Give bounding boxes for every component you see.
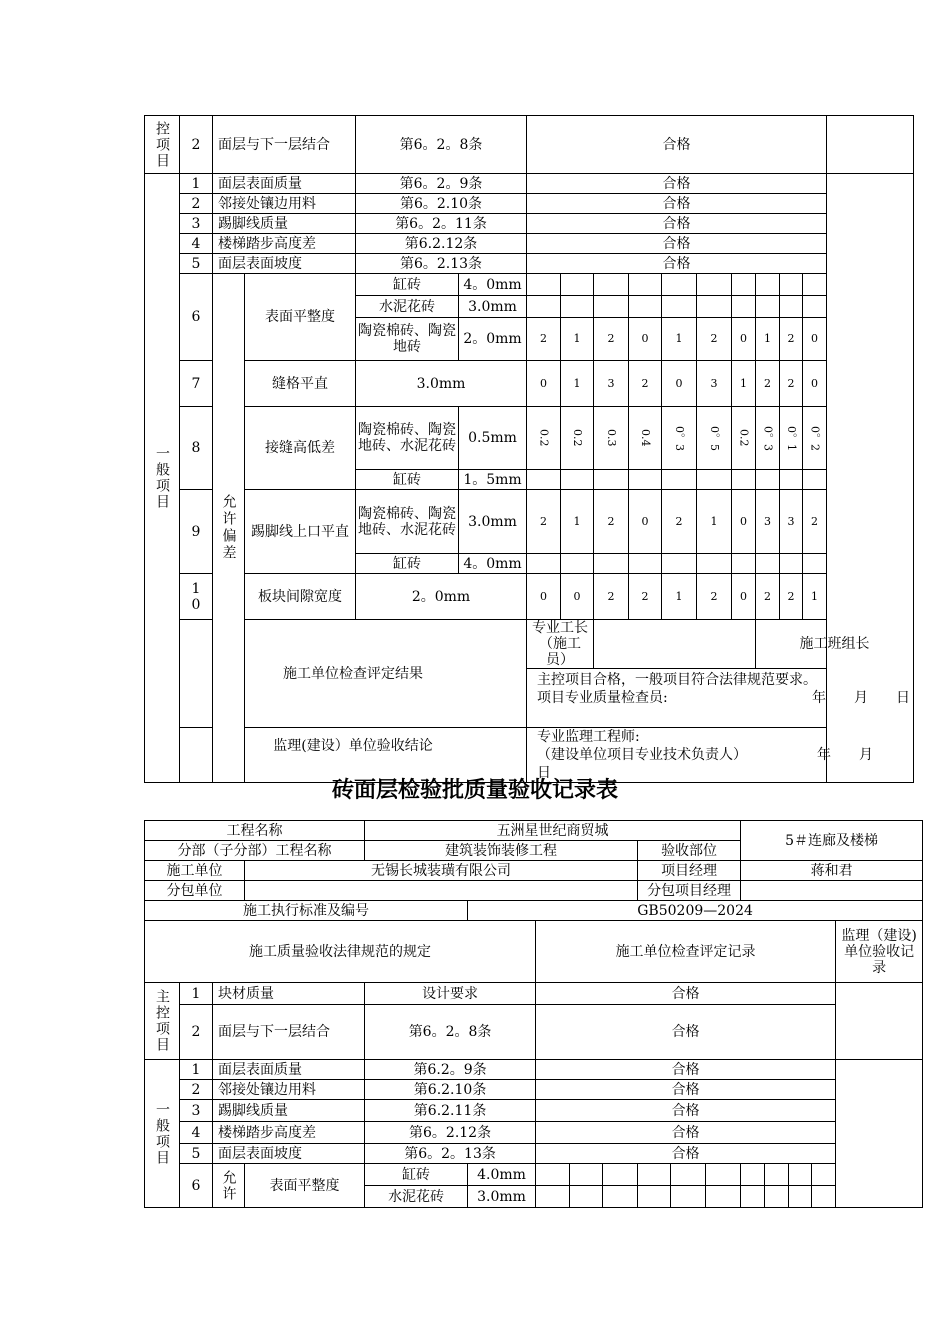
- supervision-cell: [836, 1060, 923, 1208]
- supervision-record-header: 监理（建设)单位验收记录: [836, 921, 923, 983]
- measured-value: 0。3: [756, 407, 780, 470]
- measured-value: 0: [732, 574, 756, 620]
- date-label: 年 月 日: [812, 690, 911, 706]
- measured-value: 2: [756, 361, 780, 407]
- sub-pm-value: [741, 881, 923, 901]
- measured-value: 2: [527, 490, 561, 554]
- team-leader-label: 施工班组长: [756, 620, 914, 669]
- measured-value: 3: [756, 490, 780, 554]
- contractor-label: 施工单位: [145, 861, 245, 881]
- item-requirement: 第6.2.12条: [356, 234, 527, 254]
- material: 陶瓷棉砖、陶瓷地砖: [356, 318, 459, 361]
- material: 陶瓷棉砖、陶瓷地砖、水泥花砖: [356, 407, 459, 470]
- item-name: 邻接处镶边用料: [213, 194, 356, 214]
- item-result: 合格: [527, 254, 827, 274]
- measured-value: 2: [594, 318, 629, 361]
- item-result: 合格: [527, 116, 827, 174]
- measured-value: 2: [527, 318, 561, 361]
- supervisor-label: 专业监理工程师:: [537, 729, 640, 745]
- item-requirement: 第6.2.11条: [365, 1100, 536, 1122]
- item-name: 面层表面质量: [213, 1060, 365, 1080]
- supervision-cell: [827, 116, 914, 174]
- measured-value: 2: [594, 490, 629, 554]
- item-result: 合格: [536, 1060, 836, 1080]
- general-row-4: [145, 1122, 923, 1144]
- measured-value: 0: [527, 574, 561, 620]
- measured-value: 3: [697, 361, 732, 407]
- supervision-cell: [836, 983, 923, 1060]
- item-result: 合格: [536, 1100, 836, 1122]
- subcontractor-value: [245, 881, 638, 901]
- measured-value: 0: [732, 490, 756, 554]
- tolerance-row-6a: [145, 274, 914, 296]
- footer-supervision-row: [145, 728, 914, 783]
- item-requirement: 第6。2.12条: [365, 1122, 536, 1144]
- standard-value: GB50209—2024: [468, 901, 923, 921]
- foreman-value: [594, 620, 756, 669]
- tolerance-label: 允许: [213, 1164, 245, 1208]
- item-name: 面层与下一层结合: [213, 116, 356, 174]
- subproject-value: 建筑装饰装修工程: [365, 841, 638, 861]
- material: 水泥花砖: [365, 1186, 468, 1208]
- tolerance-row-7: [145, 361, 914, 407]
- item-name: 楼梯踏步高度差: [213, 234, 356, 254]
- tolerance-item-name: 接缝高低差: [245, 407, 356, 490]
- item-no: 8: [180, 407, 213, 490]
- measured-value: 1: [697, 490, 732, 554]
- material: 缸砖: [365, 1164, 468, 1186]
- subproject-label: 分部（子分部）工程名称: [145, 841, 365, 861]
- item-requirement: 第6。2。8条: [356, 116, 527, 174]
- general-row-3: [145, 214, 914, 234]
- measured-value: 2: [780, 574, 803, 620]
- item-name: 踢脚线质量: [213, 1100, 365, 1122]
- tolerance: 3.0mm: [459, 490, 527, 554]
- category-general: 一般项目: [145, 1060, 180, 1208]
- inspection-table-continued: [144, 115, 914, 783]
- item-no: 5: [180, 1144, 213, 1164]
- project-manager-label: 项目经理: [638, 861, 741, 881]
- item-name: 踢脚线质量: [213, 214, 356, 234]
- measured-value: 0: [527, 361, 561, 407]
- tolerance-item-name: 缝格平直: [245, 361, 356, 407]
- category-main-control: 主控项目: [145, 983, 180, 1060]
- measured-value: 0: [629, 490, 662, 554]
- main-row-2: [145, 1005, 923, 1060]
- column-header-row: [145, 921, 923, 983]
- project-manager-value: 蒋和君: [741, 861, 923, 881]
- tolerance-item-name: 表面平整度: [245, 274, 356, 361]
- item-result: 合格: [536, 983, 836, 1005]
- project-row: [145, 821, 923, 841]
- tolerance: 4.0mm: [468, 1164, 536, 1186]
- spec-header: 施工质量验收法律规范的规定: [145, 921, 536, 983]
- tolerance: 3.0mm: [356, 361, 527, 407]
- material: 缸砖: [356, 274, 459, 296]
- measured-value: 0.2: [527, 407, 561, 470]
- material: 陶瓷棉砖、陶瓷地砖、水泥花砖: [356, 490, 459, 554]
- measured-value: 0。2: [803, 407, 827, 470]
- tolerance-item-name: 板块间隙宽度: [245, 574, 356, 620]
- construction-result-label: 施工单位检查评定结果: [180, 620, 527, 728]
- measured-value: 2: [662, 490, 697, 554]
- inspection-table-header: [144, 820, 923, 1208]
- measured-value: 0: [629, 318, 662, 361]
- measured-value: 2: [697, 574, 732, 620]
- measured-value: 0。3: [662, 407, 697, 470]
- general-row-5: [145, 1144, 923, 1164]
- contractor-row: [145, 861, 923, 881]
- construction-conclusion: [527, 669, 914, 728]
- measured-value: 3: [594, 361, 629, 407]
- inspector-label: 项目专业质量检查员:: [537, 690, 668, 706]
- item-name: 面层表面坡度: [213, 1144, 365, 1164]
- item-result: 合格: [527, 174, 827, 194]
- item-requirement: 第6。2。9条: [356, 174, 527, 194]
- standard-row: [145, 901, 923, 921]
- item-no: 2: [180, 194, 213, 214]
- foreman-label: 专业工长（施工员）: [527, 620, 594, 669]
- measured-value: 0: [803, 318, 827, 361]
- inspection-location: 5＃连廊及楼梯: [741, 821, 923, 861]
- subcontractor-row: [145, 881, 923, 901]
- tolerance-row-8a: [145, 407, 914, 470]
- item-no: 3: [180, 1100, 213, 1122]
- measured-value: 0: [561, 574, 594, 620]
- item-requirement: 设计要求: [365, 983, 536, 1005]
- item-no: 2: [180, 1005, 213, 1060]
- measured-value: 3: [780, 490, 803, 554]
- measured-value: 1: [561, 361, 594, 407]
- item-requirement: 第6。2.13条: [356, 254, 527, 274]
- material: 水泥花砖: [356, 296, 459, 318]
- item-name: 邻接处镶边用料: [213, 1080, 365, 1100]
- project-name-value: 五洲星世纪商贸城: [365, 821, 741, 841]
- item-requirement: 第6.2。9条: [365, 1060, 536, 1080]
- item-no: 10: [180, 574, 213, 620]
- measured-value: 2: [756, 574, 780, 620]
- material: 缸砖: [356, 470, 459, 490]
- inspection-part-label: 验收部位: [638, 841, 741, 861]
- measured-value: 1: [662, 318, 697, 361]
- tolerance-row-6a: [145, 1164, 923, 1186]
- measured-value: 0。5: [697, 407, 732, 470]
- tolerance-row-9a: [145, 490, 914, 554]
- measured-value: 2: [629, 361, 662, 407]
- measured-value: 1: [662, 574, 697, 620]
- measured-value: 1: [561, 318, 594, 361]
- item-no: 9: [180, 490, 213, 574]
- measured-value: 1: [561, 490, 594, 554]
- measured-value: 0.4: [629, 407, 662, 470]
- tolerance: 2。0mm: [356, 574, 527, 620]
- supervision-conclusion-label: 监理(建设）单位验收结论: [180, 728, 527, 783]
- measured-value: 2: [697, 318, 732, 361]
- item-result: 合格: [527, 234, 827, 254]
- item-no: 1: [180, 983, 213, 1005]
- standard-label: 施工执行标准及编号: [145, 901, 468, 921]
- item-requirement: 第6。2。8条: [365, 1005, 536, 1060]
- main-control-row: [145, 116, 914, 174]
- item-result: 合格: [527, 214, 827, 234]
- category-general: 一般项目: [145, 174, 180, 783]
- item-no: 4: [180, 234, 213, 254]
- measured-value: 0.2: [561, 407, 594, 470]
- tolerance: 2。0mm: [459, 318, 527, 361]
- item-result: 合格: [536, 1144, 836, 1164]
- measured-value: 2: [594, 574, 629, 620]
- supervision-conclusion: [527, 728, 914, 783]
- measured-value: 0.3: [594, 407, 629, 470]
- general-row-3: [145, 1100, 923, 1122]
- item-no: 1: [180, 1060, 213, 1080]
- general-row-2: [145, 1080, 923, 1100]
- subcontractor-label: 分包单位: [145, 881, 245, 901]
- tolerance: 1。5mm: [459, 470, 527, 490]
- tolerance: 4。0mm: [459, 274, 527, 296]
- item-name: 楼梯踏步高度差: [213, 1122, 365, 1144]
- general-row-4: [145, 234, 914, 254]
- owner-rep-label: （建设单位项目专业技术负责人）: [537, 747, 748, 763]
- item-no: 6: [180, 274, 213, 361]
- item-requirement: 第6。2。11条: [356, 214, 527, 234]
- tolerance: 3.0mm: [459, 296, 527, 318]
- footer-foreman-row: [145, 620, 914, 669]
- measured-value: 1: [756, 318, 780, 361]
- item-name: 面层表面质量: [213, 174, 356, 194]
- item-no: 5: [180, 254, 213, 274]
- inspector-line: [537, 689, 911, 707]
- item-no: 4: [180, 1122, 213, 1144]
- item-no: 2: [180, 1080, 213, 1100]
- item-name: 块材质量: [213, 983, 365, 1005]
- measured-value: 2: [780, 318, 803, 361]
- general-row-2: [145, 194, 914, 214]
- check-record-header: 施工单位检查评定记录: [536, 921, 836, 983]
- category-main-control: 控项目: [145, 116, 180, 174]
- general-row-5: [145, 254, 914, 274]
- item-requirement: 第6。2.10条: [356, 194, 527, 214]
- measured-value: 2: [803, 490, 827, 554]
- item-no: 3: [180, 214, 213, 234]
- measured-value: 0: [803, 361, 827, 407]
- measured-value: 1: [803, 574, 827, 620]
- contractor-value: 无锡长城装璜有限公司: [245, 861, 638, 881]
- item-requirement: 第6。2。13条: [365, 1144, 536, 1164]
- project-name-label: 工程名称: [145, 821, 365, 841]
- measured-value: 1: [732, 361, 756, 407]
- measured-value: 0。1: [780, 407, 803, 470]
- tolerance-row-10: [145, 574, 914, 620]
- item-no: 7: [180, 361, 213, 407]
- measured-value: 2: [629, 574, 662, 620]
- conclusion-text: 主控项目合格，一般项目符合法律规范要求。: [537, 672, 818, 688]
- tolerance: 3.0mm: [468, 1186, 536, 1208]
- item-result: 合格: [527, 194, 827, 214]
- general-row-1: [145, 1060, 923, 1080]
- tolerance: 4。0mm: [459, 554, 527, 574]
- tolerance: 0.5mm: [459, 407, 527, 470]
- measured-value: 2: [780, 361, 803, 407]
- item-no: 1: [180, 174, 213, 194]
- page-title: 砖面层检验批质量验收记录表: [331, 778, 618, 803]
- main-row-1: [145, 983, 923, 1005]
- measured-value: 0.2: [732, 407, 756, 470]
- tolerance-label: 允许偏差: [213, 274, 245, 783]
- item-requirement: 第6.2.10条: [365, 1080, 536, 1100]
- tolerance-item-name: 表面平整度: [245, 1164, 365, 1208]
- sub-pm-label: 分包项目经理: [638, 881, 741, 901]
- item-result: 合格: [536, 1080, 836, 1100]
- item-name: 面层表面坡度: [213, 254, 356, 274]
- date-label: 年 月 日: [537, 747, 902, 781]
- measured-value: 0: [732, 318, 756, 361]
- tolerance-item-name: 踢脚线上口平直: [245, 490, 356, 574]
- item-no: 2: [180, 116, 213, 174]
- item-name: 面层与下一层结合: [213, 1005, 365, 1060]
- item-result: 合格: [536, 1005, 836, 1060]
- item-result: 合格: [536, 1122, 836, 1144]
- item-no: 6: [180, 1164, 213, 1208]
- material: 缸砖: [356, 554, 459, 574]
- measured-value: 0: [662, 361, 697, 407]
- general-row-1: [145, 174, 914, 194]
